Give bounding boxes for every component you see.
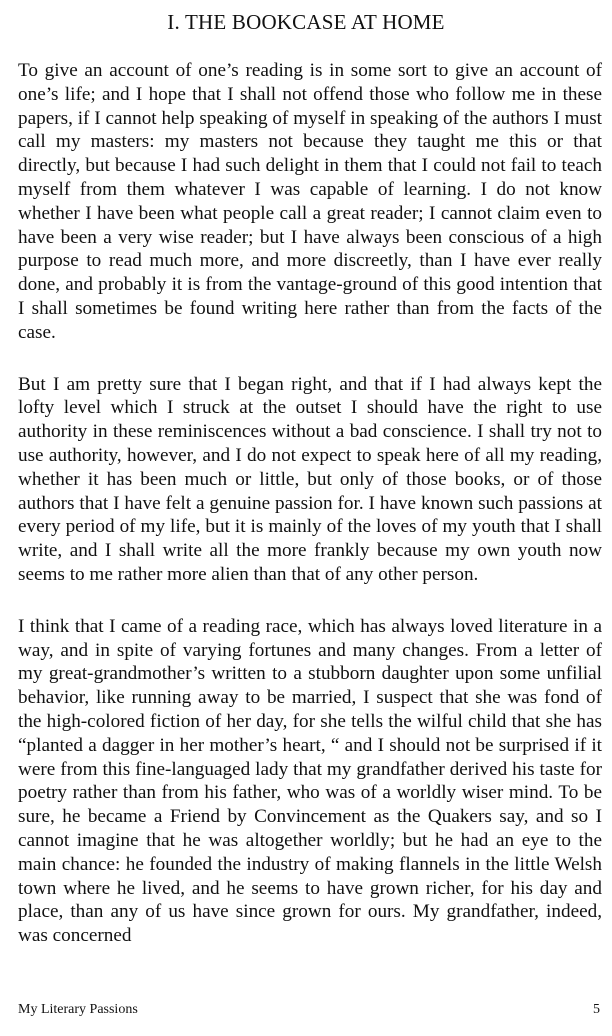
- paragraph-2: But I am pretty sure that I began right, and that if I had always kept the lofty level which I struck at the outset I should have the right to use authority in these reminiscences without a bad conscience. I shall try not to use authority, however, and I do not expect to speak here of all my reading, whether it has been much or little, but only of those books, or of those authors that I have felt a genuine passion for. I have known such passions at every period of my life, but it is mainly of the loves of my youth that I shall write, and I shall write all the more frankly because my own youth now seems to me rather more alien than that of any other person.: [18, 373, 602, 585]
- chapter-title: I. THE BOOKCASE AT HOME: [167, 10, 445, 34]
- body-text: [18, 59, 602, 976]
- page-footer: [18, 1000, 600, 1020]
- running-footer-title: My Literary Passions: [18, 1002, 138, 1017]
- page-number: 5: [593, 1002, 600, 1017]
- paragraph-3: I think that I came of a reading race, which has always loved literature in a way, and in spite of varying fortunes and many changes. From a letter of my great-grandmother’s written to a stubborn daughter upon some unfilial behavior, like running away to be married, I suspect that she was fond of the high-colored fiction of her day, for she tells the wilful child that she has “planted a dagger in her mother’s heart, “ and I should not be surprised if it were from this fine-languaged lady that my grandfather derived his taste for poetry rather than from his father, who was of a worldly wiser mind. To be sure, he became a Friend by Convincement as the Quakers say, and so I cannot imagine that he was altogether worldly; but he had an eye to the main chance: he founded the industry of making flannels in the little Welsh town where he lived, and he seems to have grown richer, for his day and place, than any of us have since grown for ours. My grandfather, indeed, was concerned: [18, 615, 602, 947]
- paragraph-1: To give an account of one’s reading is in some sort to give an account of one’s life; and I hope that I shall not offend those who follow me in these papers, if I cannot help speaking of myself in speaking of the authors I must call my masters: my masters not because they taught me this or that directly, but because I had such delight in them that I could not fail to teach myself from them whatever I was capable of learning. I do not know whether I have been what people call a great reader; I cannot claim even to have been a very wise reader; but I have always been conscious of a high purpose to read much more, and more discreetly, than I have ever really done, and probably it is from the vantage-ground of this good intention that I shall sometimes be found writing here rather than from the facts of the case.: [18, 60, 602, 343]
